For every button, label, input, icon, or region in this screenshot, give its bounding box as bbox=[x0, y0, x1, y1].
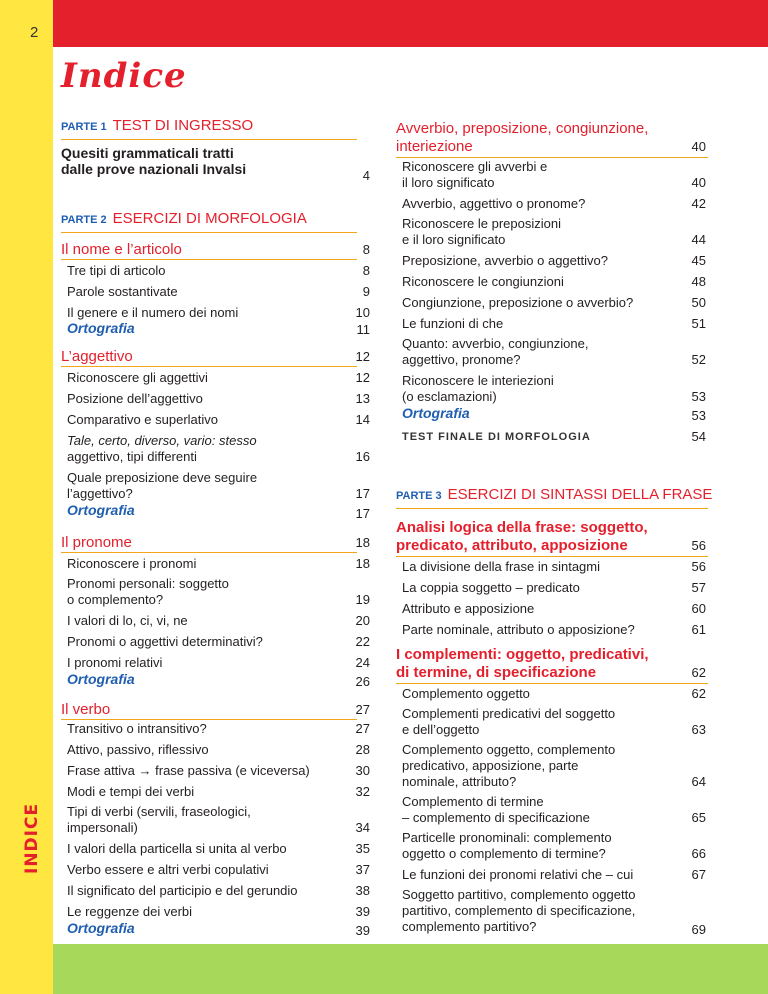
divider bbox=[61, 366, 357, 367]
toc-entry-ortografia[interactable]: Ortografia bbox=[67, 502, 135, 518]
part2-heading bbox=[61, 210, 357, 233]
page-ref: 39 bbox=[355, 923, 370, 938]
toc-entry[interactable]: Riconoscere gli aggettivi bbox=[67, 370, 208, 385]
page-ref: 45 bbox=[691, 253, 706, 268]
page-ref: 53 bbox=[691, 408, 706, 423]
part-title: TEST DI INGRESSO bbox=[112, 117, 254, 134]
toc-entry[interactable]: Quesiti grammaticali tratti bbox=[61, 145, 234, 161]
section-title[interactable]: Il pronome bbox=[61, 534, 132, 551]
toc-entry[interactable]: Tipi di verbi (servili, fraseologici, bbox=[67, 804, 251, 819]
toc-entry[interactable]: La divisione della frase in sintagmi bbox=[402, 559, 600, 574]
toc-entry-ortografia[interactable]: Ortografia bbox=[67, 920, 135, 936]
toc-entry[interactable]: Transitivo o intransitivo? bbox=[67, 721, 207, 736]
section-title[interactable]: Avverbio, preposizione, congiunzione, bbox=[396, 120, 649, 137]
page-ref: 19 bbox=[355, 592, 370, 607]
toc-entry[interactable]: o complemento? bbox=[67, 592, 164, 607]
page-ref: 40 bbox=[691, 175, 706, 190]
toc-entry[interactable]: I pronomi relativi bbox=[67, 655, 163, 670]
page-ref: 30 bbox=[355, 763, 370, 778]
page-ref: 32 bbox=[355, 784, 370, 799]
page-ref: 42 bbox=[691, 196, 706, 211]
page-ref: 66 bbox=[691, 846, 706, 861]
part-label: PARTE 2 bbox=[61, 214, 107, 226]
page-ref: 9 bbox=[362, 284, 370, 299]
toc-entry[interactable]: Comparativo e superlativo bbox=[67, 412, 219, 427]
page-ref: 22 bbox=[355, 634, 370, 649]
page-ref: 14 bbox=[355, 412, 370, 427]
divider bbox=[396, 683, 708, 684]
section-title[interactable]: Il verbo bbox=[61, 701, 111, 718]
divider bbox=[396, 556, 708, 557]
toc-entry[interactable]: Verbo essere e altri verbi copulativi bbox=[67, 862, 269, 877]
part-label: PARTE 3 bbox=[396, 490, 442, 502]
toc-entry[interactable]: l’aggettivo? bbox=[67, 486, 133, 501]
toc-entry[interactable]: Riconoscere le preposizioni bbox=[402, 216, 561, 231]
toc-entry[interactable]: Le reggenze dei verbi bbox=[67, 904, 193, 919]
page-ref: 57 bbox=[691, 580, 706, 595]
page-ref: 56 bbox=[691, 559, 706, 574]
toc-entry[interactable]: I valori di lo, ci, vi, ne bbox=[67, 613, 188, 628]
page-ref: 44 bbox=[691, 232, 706, 247]
toc-entry[interactable]: Congiunzione, preposizione o avverbio? bbox=[402, 295, 634, 310]
page-ref: 54 bbox=[691, 429, 706, 444]
toc-entry[interactable]: I valori della particella si unita al verbo bbox=[67, 841, 287, 856]
toc-entry[interactable]: Complemento di termine bbox=[402, 794, 544, 809]
section-title[interactable]: Analisi logica della frase: soggetto, bbox=[396, 519, 648, 536]
page-ref: 17 bbox=[355, 486, 370, 501]
toc-entry[interactable]: Attivo, passivo, riflessivo bbox=[67, 742, 209, 757]
page-ref: 60 bbox=[691, 601, 706, 616]
page-ref: 8 bbox=[362, 263, 370, 278]
toc-entry[interactable]: Frase attiva → frase passiva (e viceversa) bbox=[67, 763, 310, 778]
toc-entry[interactable]: Tre tipi di articolo bbox=[67, 263, 166, 278]
toc-entry[interactable]: partitivo, complemento di specificazione, bbox=[402, 903, 636, 918]
part3-heading bbox=[396, 486, 713, 509]
page-ref: 12 bbox=[355, 349, 370, 364]
page-ref: 37 bbox=[355, 862, 370, 877]
toc-entry[interactable]: predicativo, apposizione, parte bbox=[402, 758, 579, 773]
page-ref: 16 bbox=[355, 449, 370, 464]
section-title[interactable]: di termine, di specificazione bbox=[396, 664, 597, 681]
page-ref: 38 bbox=[355, 883, 370, 898]
toc-entry[interactable]: – complemento di specificazione bbox=[402, 810, 590, 825]
side-label: INDICE bbox=[22, 802, 42, 874]
page-ref: 63 bbox=[691, 722, 706, 737]
page-ref: 62 bbox=[691, 686, 706, 701]
toc-entry[interactable]: Riconoscere le congiunzioni bbox=[402, 274, 564, 289]
toc-entry[interactable]: Posizione dell’aggettivo bbox=[67, 391, 203, 406]
toc-entry[interactable]: Particelle pronominali: complemento bbox=[402, 830, 612, 845]
page-ref: 65 bbox=[691, 810, 706, 825]
toc-entry[interactable]: e il loro significato bbox=[402, 232, 506, 247]
page-ref: 27 bbox=[355, 721, 370, 736]
toc-entry[interactable]: La coppia soggetto – predicato bbox=[402, 580, 580, 595]
toc-entry[interactable]: e dell’oggetto bbox=[402, 722, 480, 737]
toc-entry[interactable]: Preposizione, avverbio o aggettivo? bbox=[402, 253, 608, 268]
toc-entry[interactable]: Quale preposizione deve seguire bbox=[67, 470, 258, 485]
divider bbox=[61, 552, 357, 553]
part1-heading bbox=[61, 117, 357, 140]
toc-entry[interactable]: Il genere e il numero dei nomi bbox=[67, 305, 239, 320]
toc-entry[interactable]: Riconoscere i pronomi bbox=[67, 556, 197, 571]
page-ref: 39 bbox=[355, 904, 370, 919]
page-ref: 20 bbox=[355, 613, 370, 628]
page-ref: 62 bbox=[691, 665, 706, 680]
toc-entry-ortografia[interactable]: Ortografia bbox=[67, 320, 135, 336]
toc-entry[interactable]: impersonali) bbox=[67, 820, 138, 835]
page-ref: 52 bbox=[691, 352, 706, 367]
page-ref: 50 bbox=[691, 295, 706, 310]
page-ref: 40 bbox=[691, 139, 706, 154]
page-ref: 8 bbox=[362, 242, 370, 257]
toc-entry[interactable]: nominale, attributo? bbox=[402, 774, 517, 789]
toc-entry[interactable]: Parte nominale, attributo o apposizione? bbox=[402, 622, 635, 637]
page-ref: 69 bbox=[691, 922, 706, 937]
section-title[interactable]: Il nome e l’articolo bbox=[61, 241, 182, 258]
page-ref: 61 bbox=[691, 622, 706, 637]
toc-entry[interactable]: dalle prove nazionali Invalsi bbox=[61, 161, 247, 177]
page-ref: 4 bbox=[362, 168, 370, 183]
toc-entry-test-finale[interactable]: TEST FINALE DI MORFOLOGIA bbox=[402, 431, 591, 443]
toc-entry[interactable]: (o esclamazioni) bbox=[402, 389, 497, 404]
section-title[interactable]: predicato, attributo, apposizione bbox=[396, 537, 628, 554]
page-ref: 35 bbox=[355, 841, 370, 856]
toc-entry[interactable]: Complementi predicativi del soggetto bbox=[402, 706, 616, 721]
section-title[interactable]: interiezione bbox=[396, 138, 473, 155]
part-label: PARTE 1 bbox=[61, 121, 107, 133]
toc-entry-ortografia[interactable]: Ortografia bbox=[67, 671, 135, 687]
toc-entry[interactable]: Pronomi personali: soggetto bbox=[67, 576, 229, 591]
page-ref: 34 bbox=[355, 820, 370, 835]
page-ref: 28 bbox=[355, 742, 370, 757]
toc-entry[interactable]: Modi e tempi dei verbi bbox=[67, 784, 195, 799]
page-ref: 51 bbox=[691, 316, 706, 331]
page-ref: 10 bbox=[355, 305, 370, 320]
toc-entry[interactable]: Complemento oggetto bbox=[402, 686, 530, 701]
page-ref: 24 bbox=[355, 655, 370, 670]
section-title[interactable]: L’aggettivo bbox=[61, 348, 133, 365]
toc-entry[interactable]: Il significato del participio e del gerundio bbox=[67, 883, 298, 898]
toc-entry[interactable]: aggettivo, tipi differenti bbox=[67, 449, 197, 464]
page-ref: 18 bbox=[355, 556, 370, 571]
divider bbox=[61, 259, 357, 260]
toc-entry[interactable]: Avverbio, aggettivo o pronome? bbox=[402, 196, 586, 211]
toc-entry[interactable]: Riconoscere le interiezioni bbox=[402, 373, 554, 388]
part-title: ESERCIZI DI MORFOLOGIA bbox=[112, 210, 307, 227]
toc-entry[interactable]: Complemento oggetto, complemento bbox=[402, 742, 616, 757]
page-title: Indice bbox=[61, 56, 187, 96]
page-number: 2 bbox=[30, 24, 39, 41]
toc-entry[interactable]: Le funzioni di che bbox=[402, 316, 504, 331]
page-ref: 53 bbox=[691, 389, 706, 404]
toc-entry[interactable]: aggettivo, pronome? bbox=[402, 352, 521, 367]
page-ref: 67 bbox=[691, 867, 706, 882]
top-band bbox=[0, 0, 768, 47]
page-ref: 12 bbox=[355, 370, 370, 385]
page-ref: 64 bbox=[691, 774, 706, 789]
toc-entry[interactable]: Riconoscere gli avverbi e bbox=[402, 159, 548, 174]
page-ref: 56 bbox=[691, 538, 706, 553]
bottom-bar bbox=[53, 944, 768, 994]
page-ref: 17 bbox=[355, 506, 370, 521]
toc-entry-ortografia[interactable]: Ortografia bbox=[402, 405, 470, 421]
toc-entry[interactable]: complemento partitivo? bbox=[402, 919, 537, 934]
toc-entry[interactable]: Tale, certo, diverso, vario: stesso bbox=[67, 433, 257, 448]
toc-entry[interactable]: Soggetto partitivo, complemento oggetto bbox=[402, 887, 636, 902]
part-title: ESERCIZI DI SINTASSI DELLA FRASE bbox=[447, 486, 713, 503]
toc-entry[interactable]: Parole sostantivate bbox=[67, 284, 178, 299]
toc-entry[interactable]: Pronomi o aggettivi determinativi? bbox=[67, 634, 263, 649]
toc-entry[interactable]: Le funzioni dei pronomi relativi che – cui bbox=[402, 867, 634, 882]
section-title[interactable]: I complementi: oggetto, predicativi, bbox=[396, 646, 649, 663]
page-ref: 26 bbox=[355, 674, 370, 689]
toc-entry[interactable]: Quanto: avverbio, congiunzione, bbox=[402, 336, 589, 351]
page-ref: 27 bbox=[355, 702, 370, 717]
page-ref: 18 bbox=[355, 535, 370, 550]
toc-entry[interactable]: il loro significato bbox=[402, 175, 495, 190]
toc-entry[interactable]: Attributo e apposizione bbox=[402, 601, 535, 616]
page-ref: 48 bbox=[691, 274, 706, 289]
toc-entry[interactable]: oggetto o complemento di termine? bbox=[402, 846, 606, 861]
page-ref: 13 bbox=[355, 391, 370, 406]
page-ref: 11 bbox=[356, 322, 370, 337]
